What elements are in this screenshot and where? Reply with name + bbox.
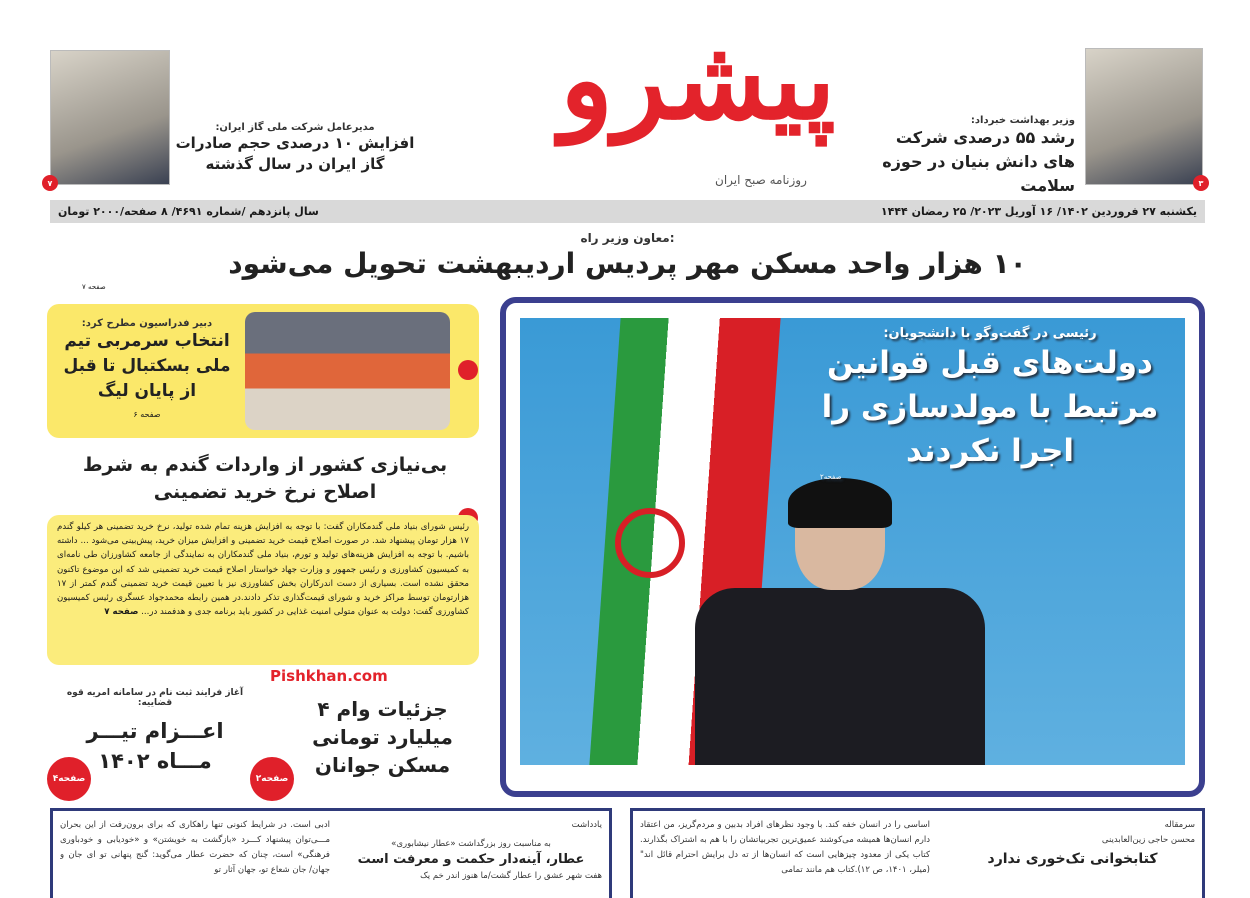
top-left-story[interactable] xyxy=(175,122,415,175)
kicker: معاون وزیر راه: xyxy=(580,231,675,245)
health-minister-photo xyxy=(1085,48,1203,185)
note-body: ادبی است. در شرایط کنونی تنها راهکاری که برای برون‌رفت از این بحران مـــی‌توان پیشنهاد کـــرد «بازگشت به خویشتن» و «خودیابی و خودباوری فرهنگی» است، چنان که حضرت عطار می‌گوید: گنج پنهانی تو ای جان و جهان/ جان شعاع تو، جهان آثار تو xyxy=(60,820,330,875)
info-bar xyxy=(50,200,1205,223)
body-text: رئیس شورای بنیاد ملی گندمکاران گفت: با توجه به افزایش هزینه تمام شده تولید، نرخ خرید تضمینی هر کیلو گندم ۱۷ هزار تومان پیشنهاد شد. در صورت اصلاح قیمت خرید تضمینی و افزایش میزان خرید، پیش‌بینی می‌شود ... داشته باشیم. با توجه به افزایش هزینه‌های تولید و تورم، بنیاد ملی گندمکاران به نمایندگی از جامعه کشاورزان طی نامه‌ای به کمیسیون کشاورزی و رئیس جمهور و وزارت جهاد خواستار اصلاح قیمت خرید تضمینی شد که این موضوع تاکنون محقق نشده است. بسیاری از دست اندرکاران بخش کشاورزی نیز با تعیین قیمت خرید تضمینی گندم کمتر از ۱۷ هزارتومان توسط مراکز خرید و شورای قیمت‌گذاری تذکر دادند.در همین رابطه محمدجواد عسگری رئیس کمیسیون کشاورزی گفت: دولت به عنوان متولی امنیت غذایی در کشور باید برنامه جدی و هدفمند در... xyxy=(57,522,469,618)
headline: عطار، آینه‌دار حکمت و معرفت است xyxy=(357,852,585,867)
kicker: دبیر فدراسیون مطرح کرد: xyxy=(81,318,213,329)
headline: کتابخوانی تک‌خوری ندارد xyxy=(987,851,1158,867)
page-ref: صفحه ۶ xyxy=(133,410,161,419)
wheat-body xyxy=(47,515,479,665)
headline: انتخاب سرمربی تیم ملی بسکتبال تا قبل از پایان لیگ xyxy=(63,331,231,401)
page-badge: ۷ xyxy=(42,175,58,191)
logo-text: پیشرو xyxy=(560,15,836,144)
page-ref: صفحه ۷ xyxy=(104,607,139,618)
editorial-header[interactable] xyxy=(950,818,1195,867)
section-label: سرمقاله xyxy=(1164,820,1195,830)
author: محسن حاجی زین‌العابدینی xyxy=(1101,835,1195,845)
deploy-story[interactable] xyxy=(60,688,250,776)
wheat-headline[interactable]: بی‌نیازی کشور از واردات گندم به شرط اصلاح نرخ خرید تضمینی xyxy=(82,454,448,503)
speaker-figure xyxy=(695,588,985,765)
page-ref: صفحه۲ xyxy=(820,473,842,481)
watermark: Pishkhan.com xyxy=(270,667,388,685)
loan-headline[interactable]: جزئیات وام ۴ میلیارد تومانی مسکن جوانان xyxy=(312,697,453,777)
note-header[interactable] xyxy=(340,818,602,884)
headline: ۱۰ هزار واحد مسکن مهر پردیس اردیبهشت تحویل می‌شود xyxy=(228,247,1027,280)
issue-info: سال پانزدهم /شماره ۴۶۹۱/ ۸ صفحه/۲۰۰۰ تومان xyxy=(58,205,319,218)
basketball-story[interactable] xyxy=(47,304,479,438)
turban xyxy=(788,478,892,528)
lead-story[interactable] xyxy=(50,231,1205,283)
kicker: وزیر بهداشت خبرداد: xyxy=(970,115,1075,126)
page-badge: صفحه۲ xyxy=(250,757,294,801)
body-text: هفت شهر عشق را عطار گشت/ما هنوز اندر خم یک xyxy=(420,871,602,881)
page-badge: ۳ xyxy=(1193,175,1209,191)
bullet-dot xyxy=(458,360,478,380)
date-info: یکشنبه ۲۷ فروردین ۱۴۰۲/ ۱۶ آوریل ۲۰۲۳/ ۲۵ رمضان ۱۴۴۴ xyxy=(880,205,1197,218)
flag-emblem-icon xyxy=(615,508,685,578)
headline: رشد ۵۵ درصدی شرکت های دانش بنیان در حوزه سلامت xyxy=(882,128,1075,195)
section-label: یادداشت xyxy=(571,820,602,830)
kicker: رئیسی در گفت‌وگو با دانشجویان: xyxy=(883,326,1097,341)
tagline: روزنامه صبح ایران xyxy=(715,173,807,187)
headline: اعـــزام تیـــر مـــاه ۱۴۰۲ xyxy=(86,719,224,773)
page-ref: صفحه ۷ xyxy=(82,283,106,291)
kicker: به مناسبت روز بزرگداشت «عطار نیشابوری» xyxy=(391,839,551,849)
editorial-body: اساسی را در انسان خفه کند. با وجود نظرهای افراد بدبین و مردم‌گریز، من اعتقاد دارم انسان‌ها همیشه می‌کوشند عمیق‌ترین تجربیاتشان را با هم به اشتراک بگذارند. کتاب یکی از معدود چیزهایی است که انسان‌ها از ته دل برایش احترام قائل اند" (میلر، ۱۴۰۱، ص ۱۲).کتاب هم مانند تمامی xyxy=(640,820,930,875)
top-right-story[interactable] xyxy=(860,115,1075,198)
page-badge: صفحه۴ xyxy=(47,757,91,801)
kicker: مدیرعامل شرکت ملی گاز ایران: xyxy=(215,122,375,133)
headline: افزایش ۱۰ درصدی حجم صادرات گاز ایران در سال گذشته xyxy=(175,134,415,173)
main-story-photo[interactable] xyxy=(520,318,1185,765)
basketball-photo xyxy=(245,312,450,430)
gas-ceo-photo xyxy=(50,50,170,185)
main-story-text xyxy=(820,326,1160,481)
headline: دولت‌های قبل قوانین مرتبط با مولدسازی را اجرا نکردند xyxy=(821,345,1159,469)
masthead-logo xyxy=(530,15,836,195)
kicker: آغاز فرایند ثبت نام در سامانه امریه قوه قضاییه: xyxy=(66,688,244,708)
